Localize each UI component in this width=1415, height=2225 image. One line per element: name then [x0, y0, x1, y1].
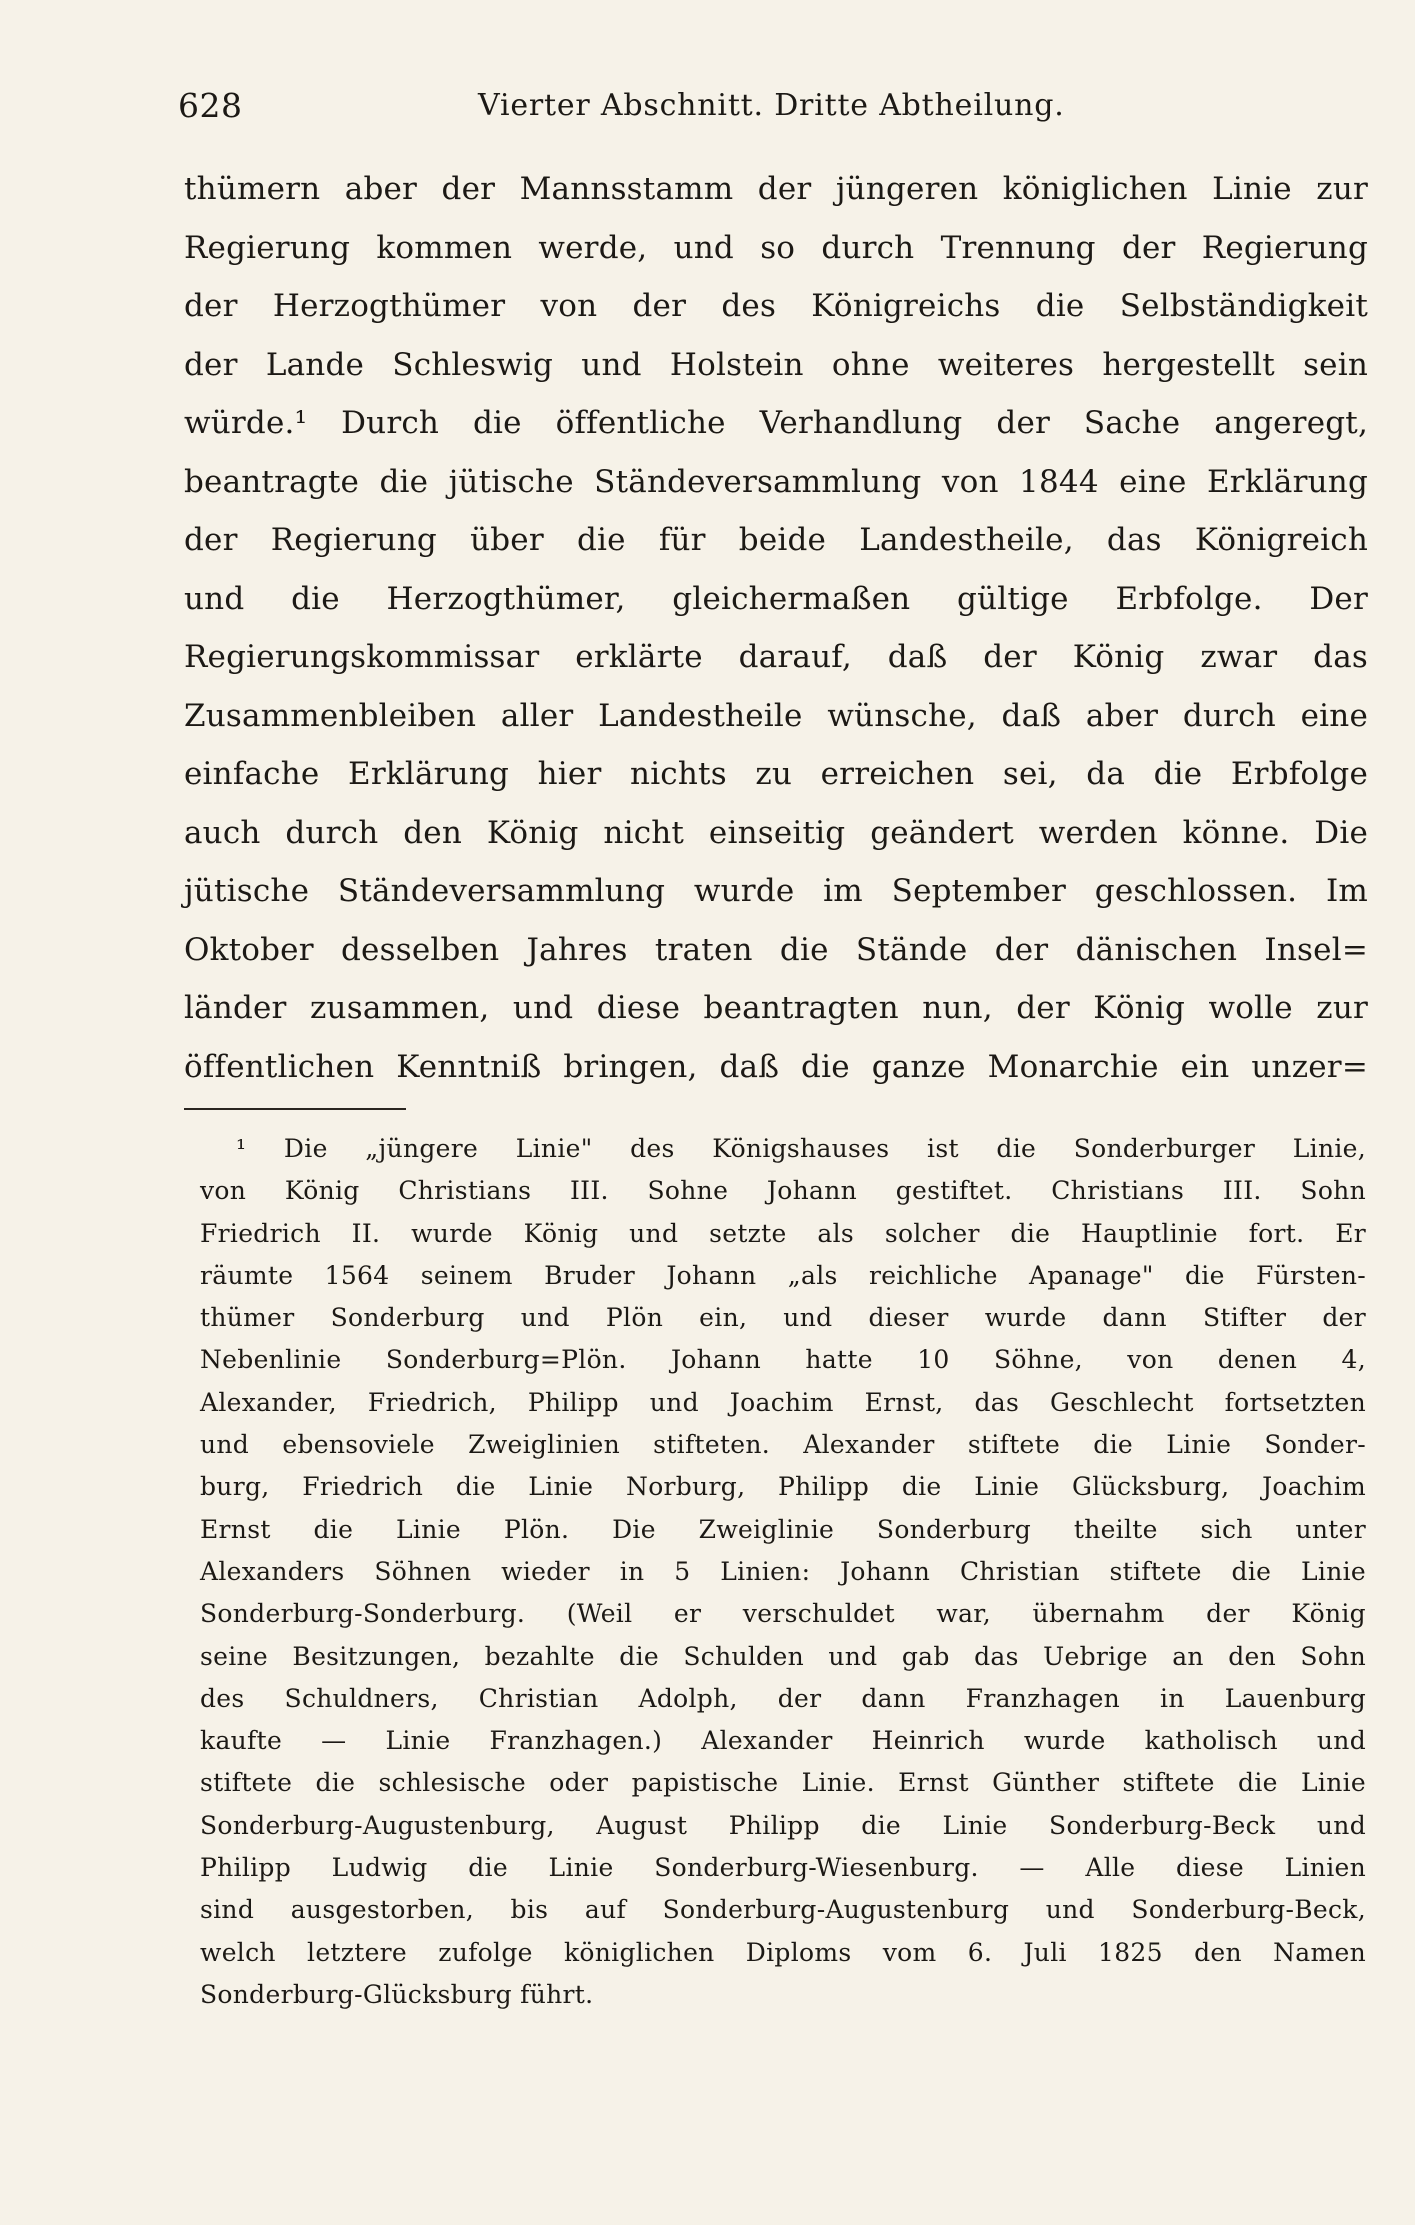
footnote-line: Ernst die Linie Plön. Die Zweiglinie Sonderburg theilte sich unter — [200, 1514, 1366, 1544]
text-line: Regierung kommen werde, und so durch Trennung der Regierung — [184, 229, 1368, 266]
running-head — [178, 84, 1410, 128]
footnote-line: Alexander, Friedrich, Philipp und Joachim Ernst, das Geschlecht fortsetzten — [200, 1387, 1366, 1417]
footnote — [200, 1128, 1366, 2016]
text-line: würde.¹ Durch die öffentliche Verhandlung der Sache angeregt, — [184, 405, 1368, 441]
text-line: jütische Ständeversammlung wurde im September geschlossen. Im — [184, 873, 1368, 909]
footnote-line: stiftete die schlesische oder papistische Linie. Ernst Günther stiftete die Linie — [200, 1768, 1366, 1798]
footnote-line: Friedrich II. wurde König und setzte als solcher die Hauptlinie fort. Er — [200, 1218, 1366, 1248]
running-head-title: Vierter Abschnitt. Dritte Abtheilung. — [478, 88, 1065, 123]
page-number: 628 — [178, 86, 243, 125]
footnote-divider — [184, 1108, 406, 1110]
footnote-line: räumte 1564 seinem Bruder Johann „als reichliche Apanage" die Fürsten- — [200, 1260, 1366, 1290]
text-line: Zusammenbleiben aller Landestheile wünsche, daß aber durch eine — [184, 697, 1368, 734]
footnote-line: Sonderburg-Augustenburg, August Philipp die Linie Sonderburg-Beck und — [200, 1810, 1366, 1840]
text-line: der Regierung über die für beide Landestheile, das Königreich — [184, 522, 1368, 558]
text-line: öffentlichen Kenntniß bringen, daß die ganze Monarchie ein unzer= — [184, 1048, 1368, 1085]
text-line: beantragte die jütische Ständeversammlung von 1844 eine Erklärung — [184, 463, 1368, 500]
text-line: auch durch den König nicht einseitig geändert werden könne. Die — [184, 814, 1368, 851]
text-line: Oktober desselben Jahres traten die Stände der dänischen Insel= — [184, 931, 1368, 968]
footnote-line: Sonderburg-Sonderburg. (Weil er verschuldet war, übernahm der König — [200, 1599, 1366, 1629]
text-line: einfache Erklärung hier nichts zu erreichen sei, da die Erbfolge — [184, 756, 1368, 792]
footnote-line: sind ausgestorben, bis auf Sonderburg-Augustenburg und Sonderburg-Beck, — [200, 1895, 1366, 1925]
footnote-line: kaufte — Linie Franzhagen.) Alexander Heinrich wurde katholisch und — [200, 1726, 1366, 1756]
footnote-line: thümer Sonderburg und Plön ein, und dieser wurde dann Stifter der — [200, 1303, 1366, 1333]
text-line: Regierungskommissar erklärte darauf, daß der König zwar das — [184, 639, 1368, 675]
footnote-line: Nebenlinie Sonderburg=Plön. Johann hatte 10 Söhne, von denen 4, — [200, 1345, 1366, 1375]
text-line: thümern aber der Mannsstamm der jüngeren königlichen Linie zur — [184, 171, 1368, 207]
footnote-line: seine Besitzungen, bezahlte die Schulden und gab das Uebrige an den Sohn — [200, 1641, 1366, 1671]
text-line: und die Herzogthümer, gleichermaßen gültige Erbfolge. Der — [184, 580, 1368, 617]
main-text — [184, 160, 1368, 1096]
footnote-line: Sonderburg-Glücksburg führt. — [200, 1979, 594, 2009]
text-line: länder zusammen, und diese beantragten nun, der König wolle zur — [184, 990, 1368, 1026]
footnote-line: und ebensoviele Zweiglinien stifteten. Alexander stiftete die Linie Sonder- — [200, 1430, 1366, 1460]
footnote-line: burg, Friedrich die Linie Norburg, Philipp die Linie Glücksburg, Joachim — [200, 1472, 1366, 1502]
text-line: der Herzogthümer von der des Königreichs die Selbständigkeit — [184, 288, 1368, 324]
footnote-line: Philipp Ludwig die Linie Sonderburg-Wiesenburg. — Alle diese Linien — [200, 1853, 1366, 1883]
footnote-line: Alexanders Söhnen wieder in 5 Linien: Johann Christian stiftete die Linie — [200, 1556, 1366, 1586]
footnote-line: von König Christians III. Sohne Johann gestiftet. Christians III. Sohn — [200, 1176, 1366, 1206]
footnote-line: ¹ Die „jüngere Linie" des Königshauses ist die Sonderburger Linie, — [236, 1134, 1366, 1163]
footnote-line: des Schuldners, Christian Adolph, der dann Franzhagen in Lauenburg — [200, 1683, 1366, 1713]
footnote-line: welch letztere zufolge königlichen Diploms vom 6. Juli 1825 den Namen — [200, 1937, 1366, 1967]
text-line: der Lande Schleswig und Holstein ohne weiteres hergestellt sein — [184, 346, 1368, 383]
